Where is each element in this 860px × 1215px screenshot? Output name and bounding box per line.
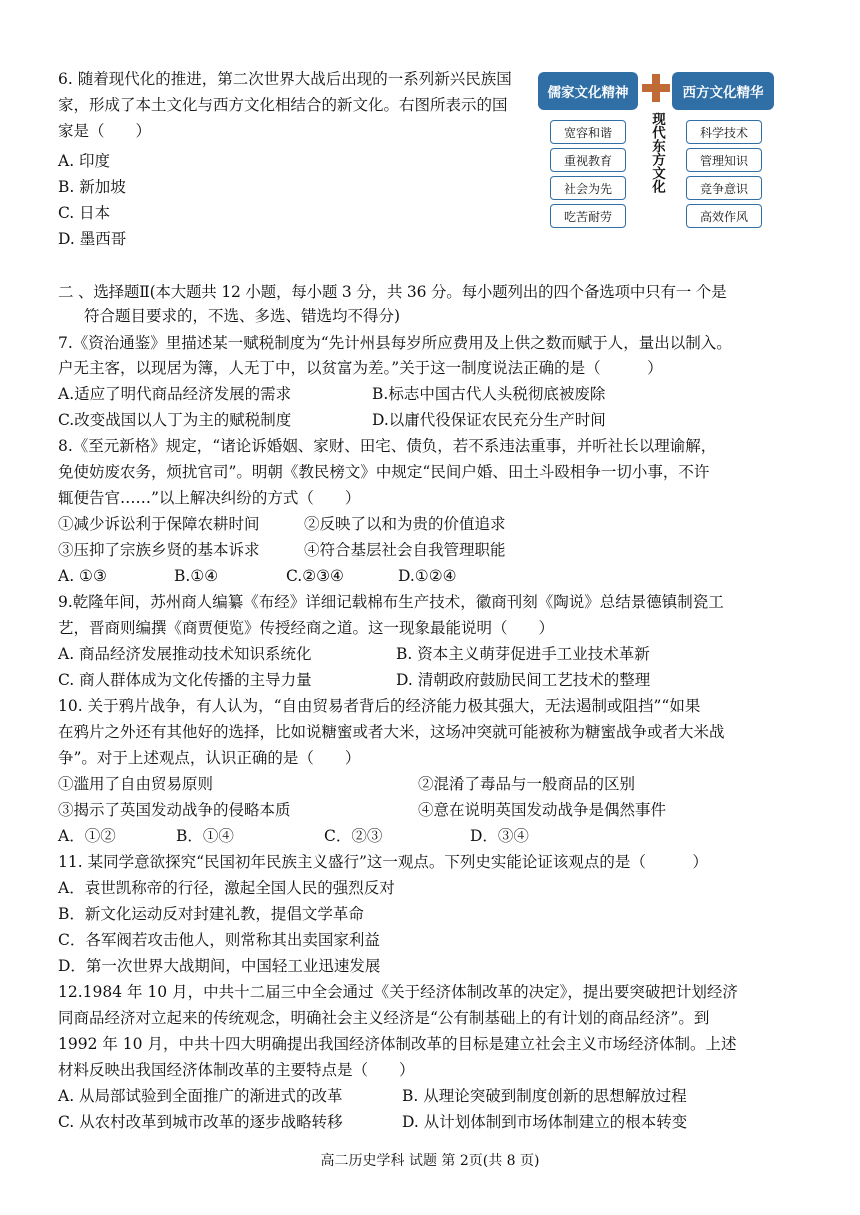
question-11-stem: 11. 某同学意欲探究“民国初年民族主义盛行”这一观点。下列史实能论证该观点的是（ ）: [58, 853, 708, 871]
q8-option-b: B.①④: [174, 567, 219, 585]
diagram-right-item: 竞争意识: [686, 176, 762, 200]
diagram-right-item: 管理知识: [686, 148, 762, 172]
q6-option-b: B. 新加坡: [58, 178, 126, 196]
question-8-stem-cont: 免使妨废农务，烦扰官司”。明朝《教民榜文》中规定“民间户婚、田土斗殴相争一切小事，不许: [58, 463, 710, 481]
q10-item-4: ④意在说明英国发动战争是偶然事件: [418, 801, 667, 819]
q6-option-d: D. 墨西哥: [58, 230, 127, 248]
q12-option-d: D. 从计划体制到市场体制建立的根本转变: [402, 1113, 688, 1131]
diagram-right-item: 高效作风: [686, 204, 762, 228]
q7-option-a: A.适应了明代商品经济发展的需求: [58, 385, 292, 403]
diagram-left-header: 儒家文化精神: [538, 72, 638, 110]
question-12-stem-cont: 同商品经济对立起来的传统观念，明确社会主义经济是“公有制基础上的有计划的商品经济”。到: [58, 1009, 710, 1027]
question-7-stem: 7.《资治通鉴》里描述某一赋税制度为“先计州县每岁所应费用及上供之数而赋于人，量出以制入。: [58, 334, 732, 352]
diagram-right-header: 西方文化精华: [672, 72, 774, 110]
q9-option-a: A. 商品经济发展推动技术知识系统化: [58, 645, 312, 663]
diagram-left-item: 吃苦耐劳: [550, 204, 626, 228]
q12-option-b: B. 从理论突破到制度创新的思想解放过程: [402, 1087, 687, 1105]
q8-item-2: ②反映了以和为贵的价值追求: [304, 515, 506, 533]
q8-option-d: D.①②④: [398, 567, 457, 585]
q8-item-4: ④符合基层社会自我管理职能: [304, 541, 506, 559]
question-9-stem-cont: 艺，晋商则编撰《商贾便览》传授经商之道。这一现象最能说明（ ）: [58, 619, 555, 637]
q8-option-c: C.②③④: [286, 567, 344, 585]
q8-item-3: ③压抑了宗族乡贤的基本诉求: [58, 541, 260, 559]
q6-option-c: C. 日本: [58, 204, 111, 222]
diagram-left-item: 宽容和谐: [550, 120, 626, 144]
q10-option-b: B．①④: [176, 827, 234, 845]
q8-option-a: A. ①③: [58, 567, 107, 585]
question-10-stem-cont: 争”。对于上述观点，认识正确的是（ ）: [58, 749, 361, 767]
q11-option-d: D．第一次世界大战期间，中国轻工业迅速发展: [58, 957, 381, 975]
q11-option-b: B．新文化运动反对封建礼教，提倡文学革命: [58, 905, 364, 923]
q9-option-c: C. 商人群体成为文化传播的主导力量: [58, 671, 312, 689]
diagram-left-item: 社会为先: [550, 176, 626, 200]
culture-diagram: [532, 68, 780, 232]
question-8-stem-cont: 辄便告官……”以上解决纠纷的方式（ ）: [58, 489, 361, 507]
question-10-stem: 10. 关于鸦片战争，有人认为，“自由贸易者背后的经济能力极其强大，无法遏制或阻挡”“如果: [58, 697, 701, 715]
q9-option-d: D. 清朝政府鼓励民间工艺技术的整理: [396, 671, 651, 689]
section-2-header: 二 、选择题Ⅱ(本大题共 12 小题，每小题 3 分，共 36 分。每小题列出的四个备选项中只有一 个是: [58, 283, 727, 301]
page-footer: 高二历史学科 试题 第 2页(共 8 页): [320, 1153, 540, 1169]
question-6-stem: 6. 随着现代化的推进，第二次世界大战后出现的一系列新兴民族国家，形成了本土文化与西方文化相结合的新文化。右图所表示的国家是（ ）: [58, 70, 512, 140]
plus-icon: [642, 74, 670, 102]
q8-item-1: ①减少诉讼利于保障农耕时间: [58, 515, 260, 533]
q11-option-c: C．各军阀若攻击他人，则常称其出卖国家利益: [58, 931, 380, 949]
q10-item-3: ③揭示了英国发动战争的侵略本质: [58, 801, 291, 819]
question-9-stem: 9.乾隆年间，苏州商人编纂《布经》详细记载棉布生产技术，徽商刊刻《陶说》总结景德镇制瓷工: [58, 593, 724, 611]
question-12-stem-cont: 材料反映出我国经济体制改革的主要特点是（ ）: [58, 1061, 415, 1079]
diagram-left-item: 重视教育: [550, 148, 626, 172]
q10-option-d: D．③④: [470, 827, 529, 845]
q7-option-d: D.以庸代役保证农民充分生产时间: [372, 411, 606, 429]
question-10-stem-cont: 在鸦片之外还有其他好的选择，比如说糖蜜或者大米，这场冲突就可能被称为糖蜜战争或者大米战: [58, 723, 725, 741]
q10-item-1: ①滥用了自由贸易原则: [58, 775, 214, 793]
q10-option-a: A．①②: [58, 827, 116, 845]
diagram-center-text: 现代东方文化: [649, 112, 665, 193]
diagram-right-item: 科学技术: [686, 120, 762, 144]
q12-option-c: C. 从农村改革到城市改革的逐步战略转移: [58, 1113, 343, 1131]
question-8-stem: 8.《至元新格》规定，“诸论诉婚姻、家财、田宅、债负，若不系违法重事，并听社长以理谕解，: [58, 437, 717, 455]
q7-option-b: B.标志中国古代人头税彻底被废除: [372, 385, 606, 403]
question-12-stem: 12.1984 年 10 月，中共十二届三中全会通过《关于经济体制改革的决定》，提出要突破把计划经济: [58, 983, 738, 1001]
q10-item-2: ②混淆了毒品与一般商品的区别: [418, 775, 636, 793]
q10-option-c: C．②③: [324, 827, 383, 845]
q6-option-a: A. 印度: [58, 152, 111, 170]
q11-option-a: A．袁世凯称帝的行径，激起全国人民的强烈反对: [58, 879, 395, 897]
q9-option-b: B. 资本主义萌芽促进手工业技术革新: [396, 645, 650, 663]
question-12-stem-cont: 1992 年 10 月，中共十四大明确提出我国经济体制改革的目标是建立社会主义市场经济体制。上述: [58, 1035, 737, 1053]
q12-option-a: A. 从局部试验到全面推广的渐进式的改革: [58, 1087, 343, 1105]
q7-option-c: C.改变战国以人丁为主的赋税制度: [58, 411, 292, 429]
section-2-header-cont: 符合题目要求的，不选、多选、错选均不得分): [84, 307, 401, 325]
question-7-stem-cont: 户无主客，以现居为簿，人无丁中，以贫富为差。”关于这一制度说法正确的是（ ）: [58, 359, 663, 377]
